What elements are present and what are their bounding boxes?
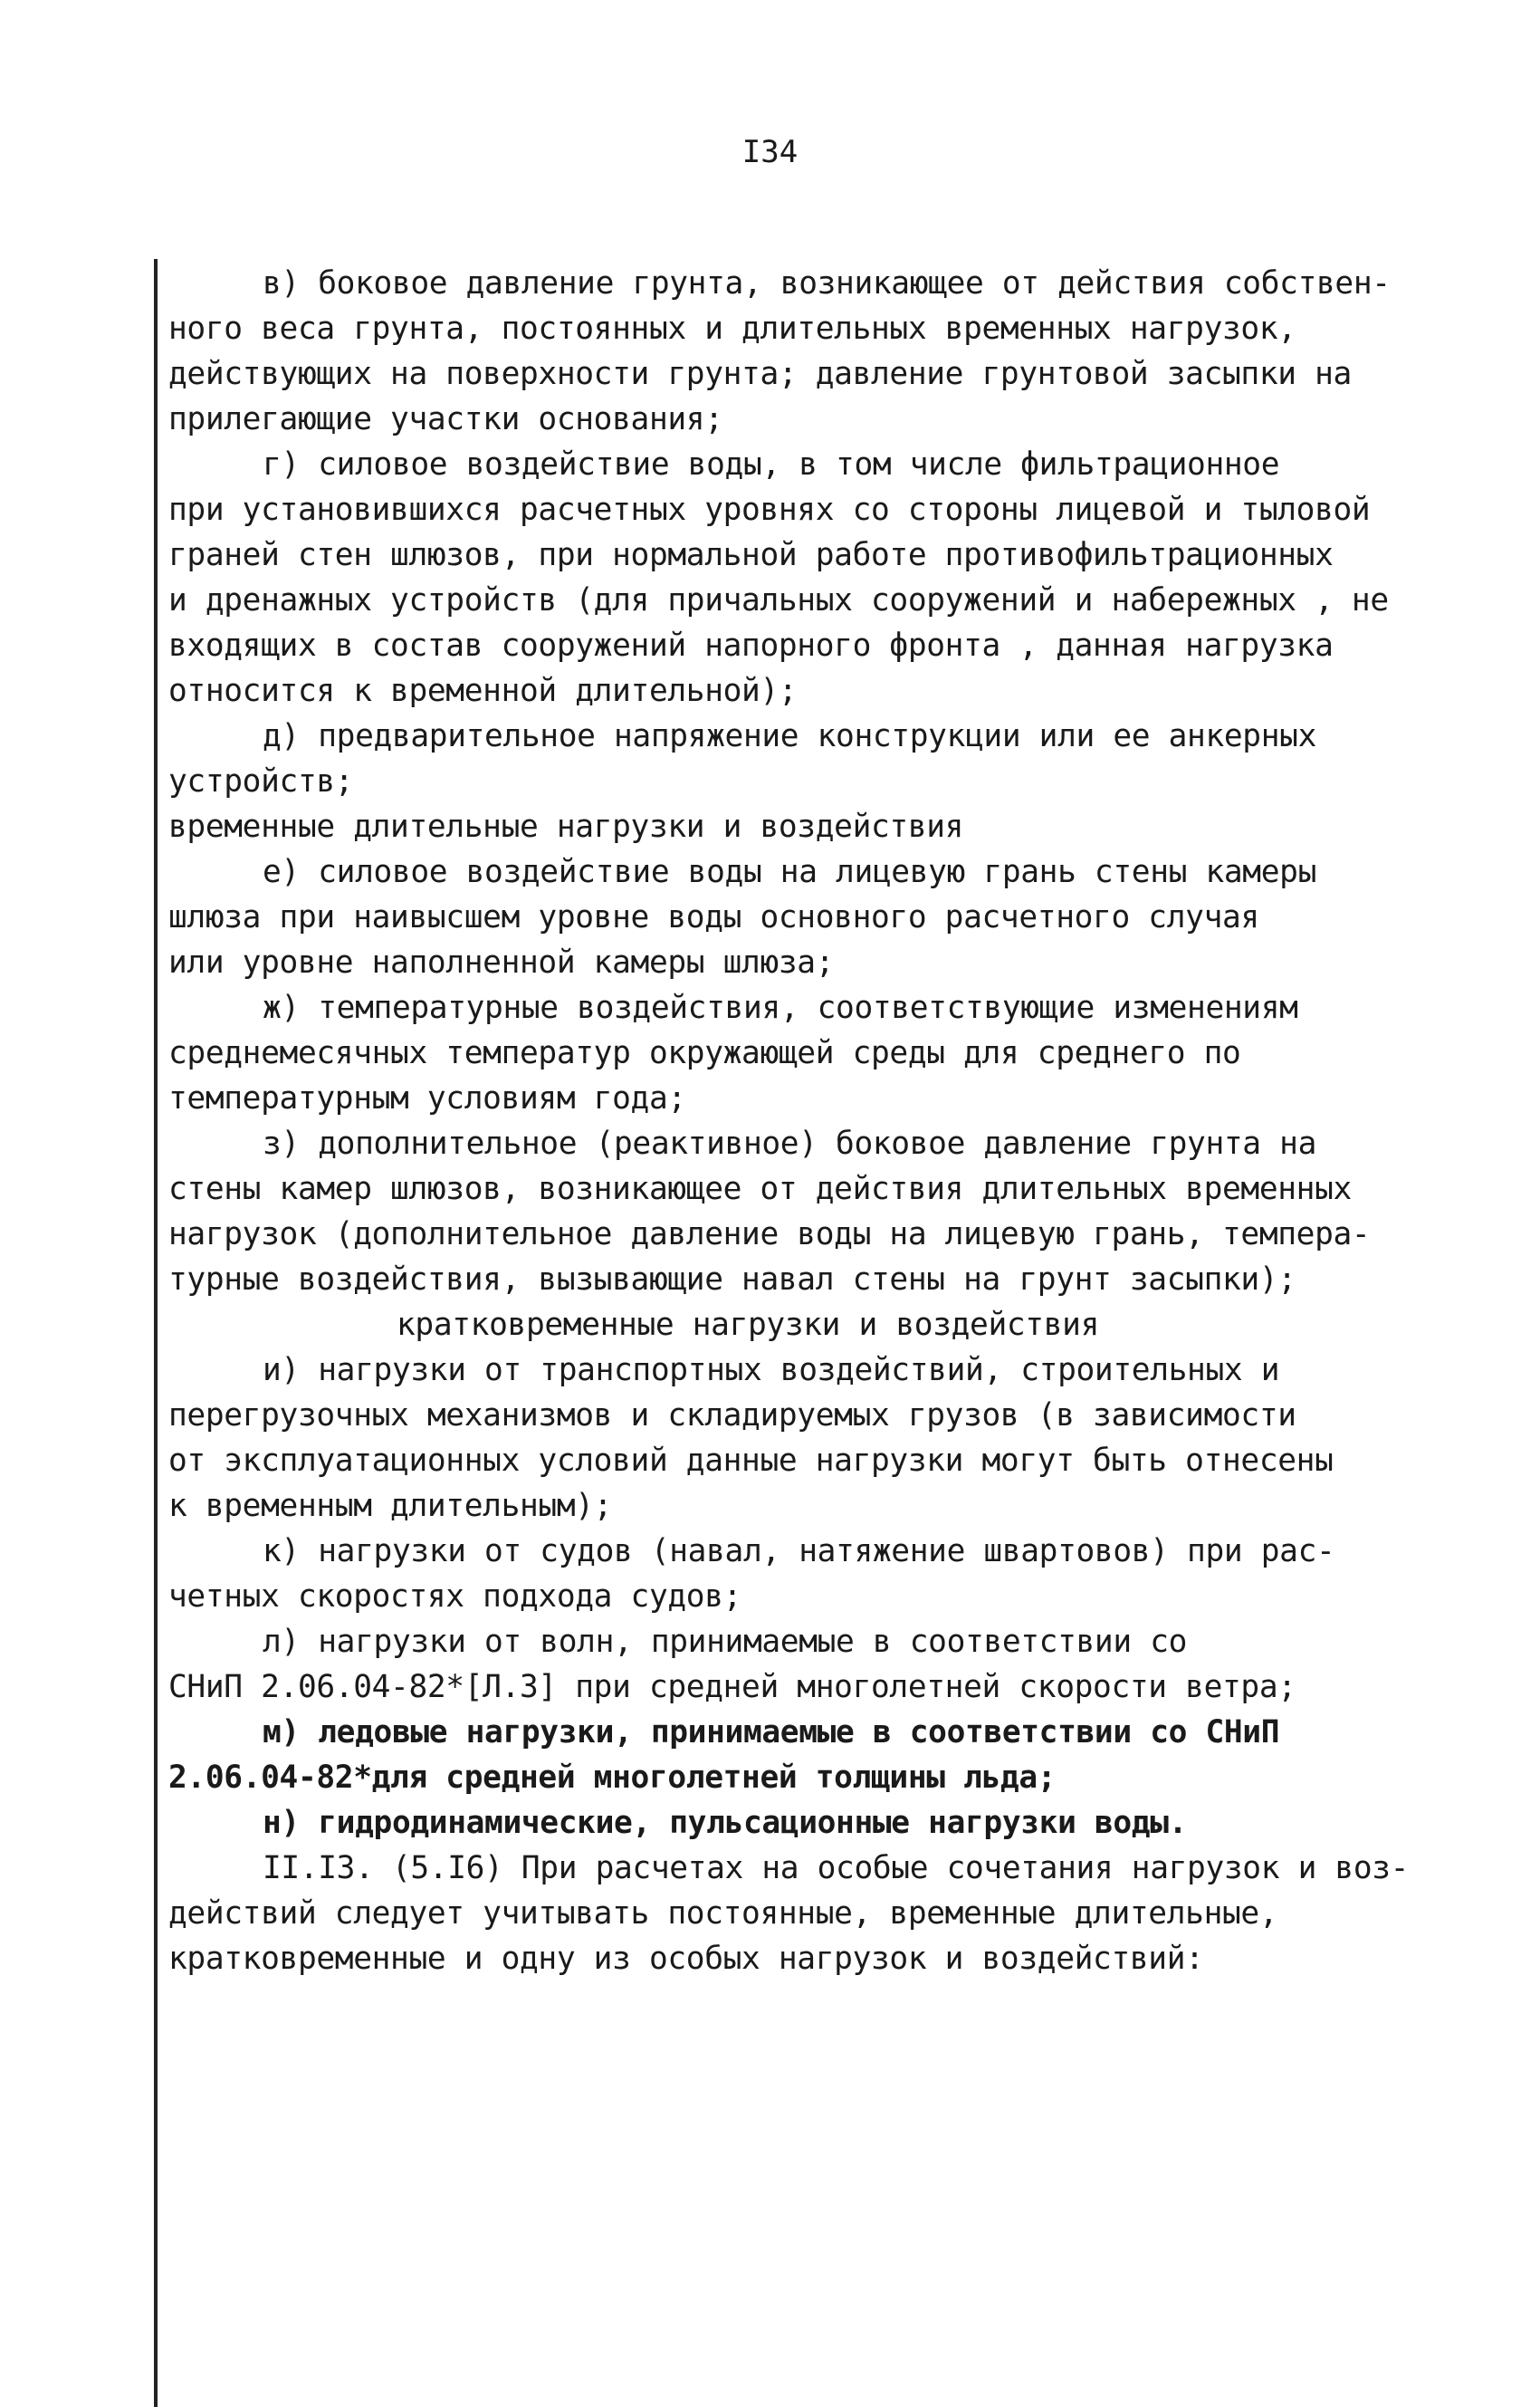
text-line: СНиП 2.06.04-82*[Л.3] при средней многолетней скорости ветра; <box>168 1669 1296 1705</box>
margin-bar <box>154 259 158 2407</box>
section-heading: кратковременные нагрузки и воздействия <box>397 1307 1099 1343</box>
text-line: е) силовое воздействие воды на лицевую грань стены камеры <box>263 854 1316 890</box>
text-line: турные воздействия, вызывающие навал стены на грунт засыпки); <box>168 1261 1296 1298</box>
text-line: входящих в состав сооружений напорного фронта , данная нагрузка <box>168 628 1334 664</box>
text-line: шлюза при наивысшем уровне воды основного расчетного случая <box>168 899 1259 935</box>
text-line: кратковременные и одну из особых нагрузок и воздействий: <box>168 1941 1204 1977</box>
text-line: в) боковое давление грунта, возникающее от действия собствен- <box>263 265 1391 302</box>
text-line: и) нагрузки от транспортных воздействий, строительных и <box>263 1352 1280 1388</box>
text-line: действий следует учитывать постоянные, временные длительные, <box>168 1895 1278 1932</box>
text-line: четных скоростях подхода судов; <box>168 1578 742 1615</box>
text-line: нагрузок (дополнительное давление воды на лицевую грань, темпера- <box>168 1216 1371 1252</box>
text-line: II.I3. (5.I6) При расчетах на особые сочетания нагрузок и воз- <box>263 1850 1410 1886</box>
text-line: к временным длительным); <box>168 1488 613 1524</box>
text-line: м) ледовые нагрузки, принимаемые в соответствии со СНиП <box>263 1714 1280 1750</box>
text-line: ж) температурные воздействия, соответствующие изменениям <box>263 990 1298 1026</box>
text-line: от эксплуатационных условий данные нагрузки могут быть отнесены <box>168 1443 1334 1479</box>
text-line: стены камер шлюзов, возникающее от действия длительных временных <box>168 1171 1352 1207</box>
text-line: 2.06.04-82*для средней многолетней толщины льда; <box>168 1760 1057 1796</box>
text-line: л) нагрузки от волн, принимаемые в соответствии со <box>263 1624 1188 1660</box>
text-line: или уровне наполненной камеры шлюза; <box>168 945 835 981</box>
text-line: к) нагрузки от судов (навал, натяжение швартовов) при рас- <box>263 1533 1335 1569</box>
text-line: з) дополнительное (реактивное) боковое давление грунта на <box>263 1126 1316 1162</box>
text-line: г) силовое воздействие воды, в том числе фильтрационное <box>263 446 1280 483</box>
text-line: перегрузочных механизмов и складируемых грузов (в зависимости <box>168 1397 1296 1434</box>
text-line: действующих на поверхности грунта; давление грунтовой засыпки на <box>168 356 1352 392</box>
text-line: устройств; <box>168 763 354 800</box>
text-line: прилегающие участки основания; <box>168 401 723 437</box>
page-number: I34 <box>741 134 799 170</box>
section-heading: временные длительные нагрузки и воздействия <box>168 809 964 845</box>
body-text <box>168 261 1436 1981</box>
text-line: н) гидродинамические, пульсационные нагрузки воды. <box>263 1805 1188 1841</box>
text-line: д) предварительное напряжение конструкции или ее анкерных <box>263 718 1316 754</box>
text-line: и дренажных устройств (для причальных сооружений и набережных , не <box>168 582 1389 619</box>
text-line: ного веса грунта, постоянных и длительных временных нагрузок, <box>168 311 1296 347</box>
text-line: граней стен шлюзов, при нормальной работе противофильтрационных <box>168 537 1334 573</box>
text-line: относится к временной длительной); <box>168 673 798 709</box>
text-line: среднемесячных температур окружающей среды для среднего по <box>168 1035 1241 1071</box>
text-line: при установившихся расчетных уровнях со стороны лицевой и тыловой <box>168 492 1371 528</box>
text-line: температурным условиям года; <box>168 1080 686 1117</box>
